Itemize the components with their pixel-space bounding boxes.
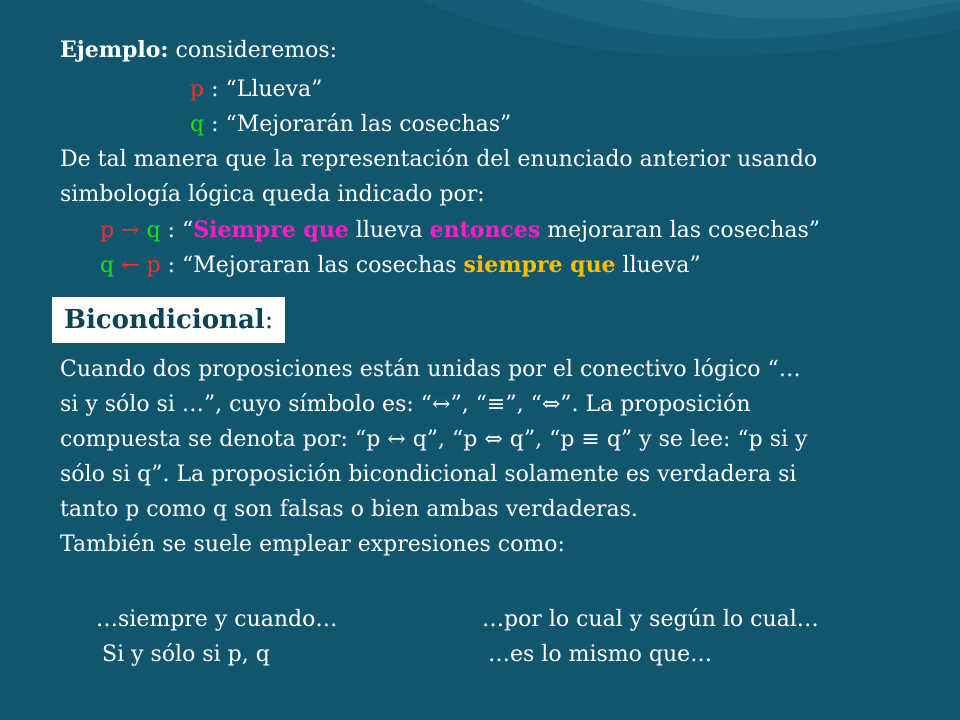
p-symbol: p <box>190 77 205 102</box>
example-heading <box>60 36 337 65</box>
paragraph-line-1: Cuando dos proposiciones están unidas por el conectivo lógico “… <box>60 357 801 382</box>
example-label: Ejemplo: <box>60 37 169 63</box>
implication-forward <box>100 216 820 245</box>
impl2-p: p <box>146 253 161 278</box>
impl1-keyword-2: entonces <box>429 217 541 243</box>
paragraph-line-3: compuesta se denota por: “p ↔ q”, “p ⇔ q”, “p ≡ q” y se lee: “p si y <box>60 427 808 452</box>
q-symbol: q <box>190 112 205 137</box>
example-intro: consideremos: <box>175 38 338 63</box>
impl1-b: llueva <box>348 218 430 243</box>
paragraph-line-2: si y sólo si …”, cuyo símbolo es: “↔”, “≡”, “⇔”. La proposición <box>60 392 751 417</box>
impl2-a: : “Mejoraran las cosechas <box>167 253 464 278</box>
impl2-keyword: siempre que <box>463 252 616 278</box>
p-text: : “Llueva” <box>211 77 323 102</box>
implication-reverse <box>100 251 701 280</box>
expression-2: …por lo cual y según lo cual… <box>482 607 819 632</box>
impl1-keyword-1: Siempre que <box>193 217 349 243</box>
impl1-q: q <box>146 218 161 243</box>
section-title <box>52 297 285 343</box>
impl1-p: p <box>100 218 115 243</box>
impl1-a: : “ <box>167 218 194 243</box>
paragraph-line-5: tanto p como q son falsas o bien ambas verdaderas. <box>60 497 638 522</box>
expression-4: …es lo mismo que… <box>488 642 713 667</box>
paragraph-line-6: También se suele emplear expresiones como: <box>60 532 565 557</box>
impl2-q: q <box>100 253 115 278</box>
impl1-arrow: → <box>121 218 140 243</box>
section-title-text: Bicondicional <box>64 305 265 335</box>
impl2-arrow: ← <box>121 253 140 278</box>
expression-1: …siempre y cuando… <box>96 607 338 632</box>
impl2-b: llueva” <box>615 253 701 278</box>
example-line-1: De tal manera que la representación del enunciado anterior usando <box>60 147 818 172</box>
q-text: : “Mejorarán las cosechas” <box>211 112 512 137</box>
expression-3: Si y sólo si p, q <box>102 642 270 667</box>
example-line-2: simbología lógica queda indicado por: <box>60 182 485 207</box>
section-title-colon: : <box>264 305 274 335</box>
impl1-c: mejoraran las cosechas” <box>540 218 821 243</box>
paragraph-line-4: sólo si q”. La proposición bicondicional solamente es verdadera si <box>60 462 797 487</box>
definition-p <box>190 76 322 104</box>
definition-q <box>190 111 511 139</box>
